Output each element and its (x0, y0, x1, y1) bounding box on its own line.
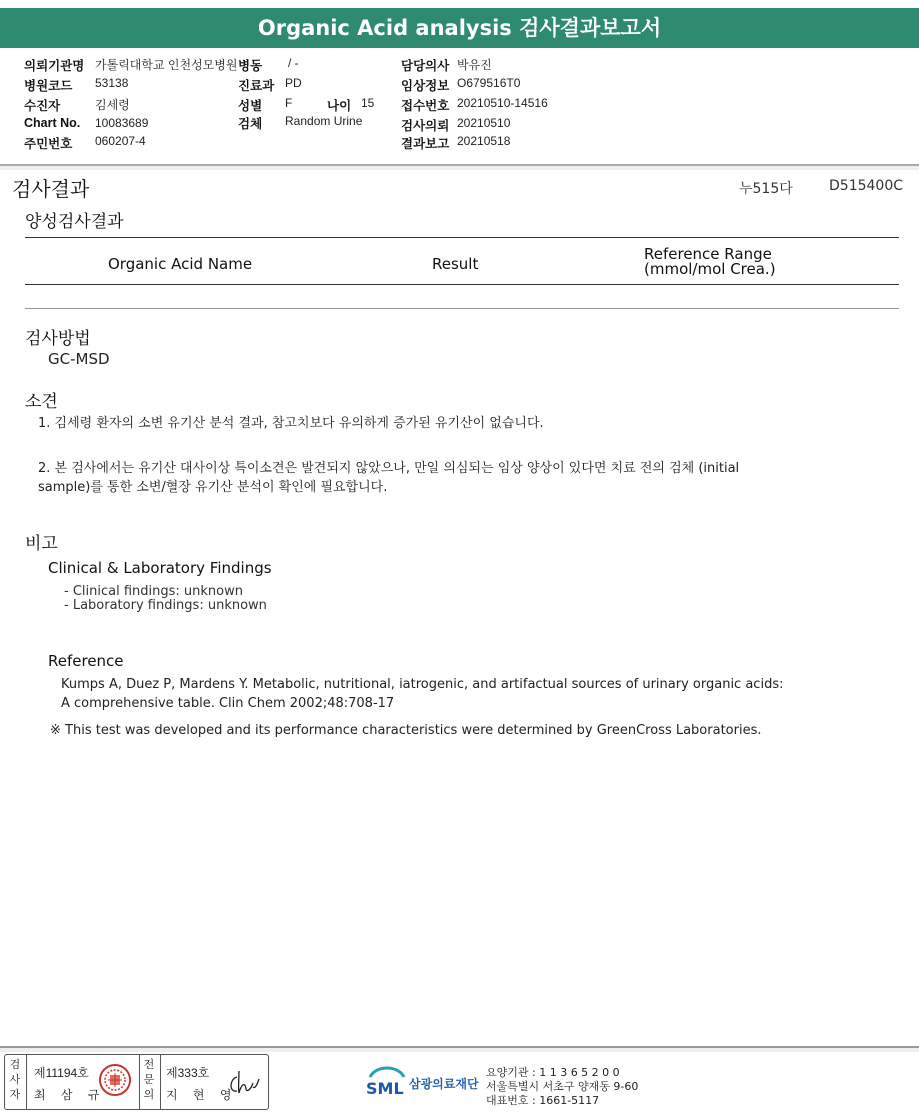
org-phone: 대표번호 : 1661-5117 (486, 1094, 600, 1107)
sign-box-sep-1 (26, 1055, 27, 1109)
sign-box-sep-2 (139, 1055, 140, 1109)
department-value: PD (285, 76, 302, 90)
table-top-rule (25, 237, 899, 238)
institution-label: 의뢰기관명 (24, 59, 85, 73)
clinical-info-value: O679516T0 (457, 76, 521, 90)
clinical-findings: - Clinical findings: unknown (64, 584, 243, 599)
specimen-label: 검체 (238, 117, 263, 131)
age-value: 15 (361, 96, 375, 110)
report-code-1: 누515다 (739, 181, 793, 197)
receipt-no-value: 20210510-14516 (457, 96, 548, 110)
reference-line-2: A comprehensive table. Clin Chem 2002;48:708-17 (61, 696, 395, 711)
department-label: 진료과 (238, 79, 275, 93)
test-request-label: 검사의뢰 (401, 119, 450, 133)
specimen-value: Random Urine (285, 114, 363, 128)
signature-box (4, 1054, 269, 1110)
method-value: GC-MSD (48, 350, 110, 368)
result-report-value: 20210518 (457, 134, 511, 148)
chart-no-value: 10083689 (95, 116, 149, 130)
method-heading: 검사방법 (25, 329, 91, 349)
patient-label: 수진자 (24, 99, 61, 113)
reference-line-1: Kumps A, Duez P, Mardens Y. Metabolic, nutritional, iatrogenic, and artifactual sources of urinary organic acids: (61, 677, 784, 692)
ward-label: 병동 (238, 59, 263, 73)
org-address: 서울특별시 서초구 양재동 9-60 (486, 1080, 639, 1093)
examiner-name: 최 삼 규 (34, 1088, 106, 1102)
resident-no-label: 주민번호 (24, 137, 73, 151)
laboratory-findings: - Laboratory findings: unknown (64, 598, 267, 613)
specialist-vertical-label: 전문의 (143, 1059, 155, 1101)
seal-stamp-icon (98, 1063, 132, 1097)
ward-value: / - (288, 56, 299, 70)
sex-value: F (285, 96, 293, 110)
result-report-label: 결과보고 (401, 137, 450, 151)
clinical-info-label: 임상정보 (401, 79, 450, 93)
institution-value: 가톨릭대학교 인천성모병원 (95, 58, 238, 72)
col-reference-range (644, 247, 776, 277)
finding-item-2-line2: sample)를 통한 소변/혈장 유기산 분석이 확인에 필요합니다. (38, 480, 388, 495)
sml-logo-icon (366, 1063, 408, 1099)
report-title: Organic Acid analysis 검사결과보고서 (0, 8, 919, 48)
org-code: 요양기관 : 1 1 3 6 5 2 0 0 (486, 1066, 620, 1079)
patient-info-block (0, 50, 919, 166)
org-name: 삼광의료재단 (409, 1077, 479, 1091)
examiner-license: 제11194호 (34, 1066, 89, 1080)
specialist-name: 지 현 영 (166, 1088, 238, 1102)
finding-item-2-line1: 2. 본 검사에서는 유기산 대사이상 특이소견은 발견되지 않았으나, 만일 의심되는 임상 양상이 있다면 치료 전의 검체 (initial (38, 461, 740, 476)
sign-box-sep-3 (160, 1055, 161, 1109)
results-heading: 검사결과 (12, 177, 90, 201)
col-result: Result (432, 255, 479, 273)
logo-text: SML (366, 1079, 404, 1098)
clinical-lab-heading: Clinical & Laboratory Findings (48, 559, 272, 577)
report-code-2: D515400C (829, 178, 903, 194)
receipt-no-label: 접수번호 (401, 99, 450, 113)
chart-no-label: Chart No. (24, 116, 81, 130)
age-label: 나이 (327, 99, 352, 113)
patient-value: 김세령 (95, 98, 130, 112)
table-bottom-rule (25, 308, 899, 309)
col-reference-range-line1: Reference Range (644, 245, 772, 263)
sex-label: 성별 (238, 99, 263, 113)
table-header-rule (25, 284, 899, 285)
resident-no-value: 060207-4 (95, 134, 146, 148)
remarks-heading: 비고 (25, 534, 58, 554)
footer-divider (0, 1046, 919, 1052)
hospital-code-value: 53138 (95, 76, 129, 90)
reference-heading: Reference (48, 652, 124, 670)
doctor-value: 박유진 (457, 58, 492, 72)
doctor-label: 담당의사 (401, 59, 450, 73)
findings-heading: 소견 (25, 392, 58, 412)
col-organic-acid-name: Organic Acid Name (108, 255, 253, 273)
signature-icon (227, 1069, 261, 1097)
specialist-license: 제333호 (166, 1066, 210, 1080)
hospital-code-label: 병원코드 (24, 79, 73, 93)
examiner-vertical-label: 검사자 (9, 1059, 21, 1101)
col-reference-range-line2: (mmol/mol Crea.) (644, 260, 776, 278)
info-divider (0, 164, 919, 170)
test-request-value: 20210510 (457, 116, 511, 130)
lab-note: ※ This test was developed and its performance characteristics were determined by GreenCross Laboratories. (50, 723, 762, 738)
finding-item-1: 1. 김세령 환자의 소변 유기산 분석 결과, 참고치보다 유의하게 증가된 유기산이 없습니다. (38, 416, 544, 431)
positive-results-heading: 양성검사결과 (25, 212, 124, 232)
